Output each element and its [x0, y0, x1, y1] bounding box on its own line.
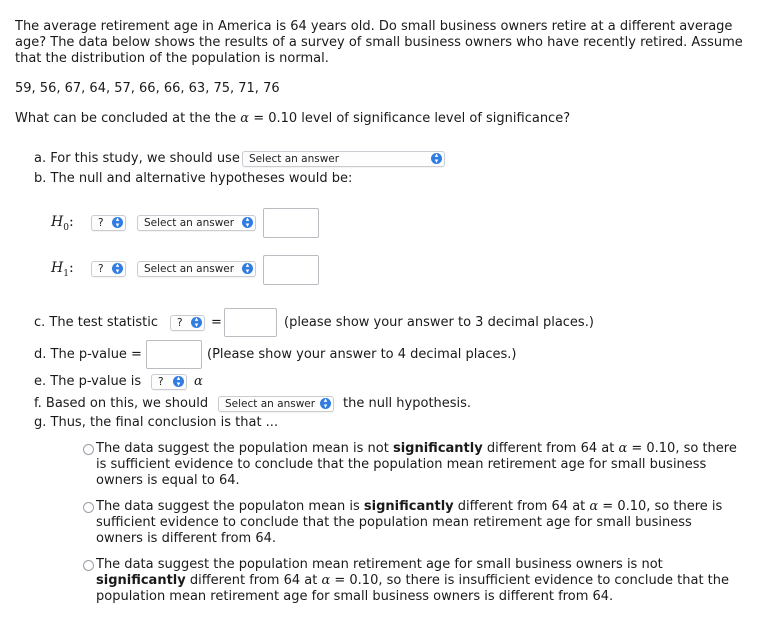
test-statistic-input[interactable]: [224, 308, 277, 337]
decision-select[interactable]: [218, 396, 334, 412]
h1-relation-value: Select an answer: [144, 263, 235, 275]
sample-data: 59, 56, 67, 64, 57, 66, 66, 63, 75, 71, 76: [15, 81, 280, 96]
decision-select-value: Select an answer: [225, 398, 316, 410]
h0-relation-value: Select an answer: [144, 217, 235, 229]
chevron-updown-icon: [242, 217, 253, 228]
h0-value-input[interactable]: [263, 208, 319, 238]
option-2-text-c: different from 64 at: [453, 499, 590, 514]
part-g-label: g. Thus, the final conclusion is that ...: [34, 415, 279, 430]
conclusion-option-2-radio[interactable]: [83, 502, 94, 513]
option-2-line-3: owners is different from 64.: [96, 531, 276, 546]
option-1-emphasis: significantly: [392, 441, 483, 456]
chevron-updown-icon: [112, 217, 123, 228]
chevron-updown-icon: [112, 263, 123, 274]
part-f-suffix: the null hypothesis.: [343, 396, 472, 411]
part-c-label: c. The test statistic: [34, 315, 158, 330]
p-value-comparison-select[interactable]: [151, 374, 187, 390]
h1-value-input[interactable]: [263, 255, 319, 285]
alpha-symbol: α: [240, 111, 250, 126]
question-prefix: What can be concluded at the the: [15, 111, 237, 126]
conclusion-option-2[interactable]: [96, 499, 746, 547]
h1-letter: H: [51, 260, 64, 276]
test-type-select[interactable]: [242, 151, 445, 167]
part-e-label: e. The p-value is: [34, 374, 142, 389]
alpha-symbol: α: [618, 441, 628, 456]
option-2-text-a: The data suggest the populaton mean is: [96, 499, 364, 514]
option-3-text-d: = 0.10, so there is insufficient evidence to conclude that the: [330, 573, 730, 588]
conclusion-option-3-radio[interactable]: [83, 560, 94, 571]
h1-subscript: 1: [63, 268, 69, 279]
part-c-note: (please show your answer to 3 decimal places.): [284, 315, 594, 330]
option-1-text-a: The data suggest the population mean is not: [96, 441, 393, 456]
option-3-line-1: The data suggest the population mean retirement age for small business owners is not: [96, 557, 663, 572]
test-type-select-value: Select an answer: [249, 153, 340, 165]
h0-parameter-select[interactable]: [91, 215, 126, 231]
p-value-comparison-value: ?: [158, 376, 164, 388]
question-suffix: = 0.10 level of significance level of significance?: [253, 111, 571, 126]
chevron-updown-icon: [173, 376, 184, 387]
part-d-label: d. The p-value =: [34, 347, 142, 362]
intro-line-2: age? The data below shows the results of a survey of small business owners who have recently retired. Assume: [15, 35, 743, 50]
test-statistic-type-value: ?: [177, 317, 183, 329]
chevron-updown-icon: [431, 153, 442, 164]
h0-colon: :: [68, 214, 74, 230]
option-2-line-2: sufficient evidence to conclude that the population mean retirement age for small business: [96, 515, 692, 530]
alpha-symbol: α: [589, 499, 599, 514]
option-3-line-3: population mean retirement age for small business owners is different from 64.: [96, 589, 614, 604]
h1-colon: :: [68, 260, 74, 276]
intro-line-3: that the distribution of the population is normal.: [15, 51, 329, 66]
option-2-text-d: = 0.10, so there is: [598, 499, 723, 514]
alpha-symbol: α: [321, 573, 331, 588]
alpha-symbol: α: [194, 374, 203, 389]
h1-parameter-value: ?: [98, 263, 104, 275]
option-1-line-2: is sufficient evidence to conclude that the population mean retirement age for small business: [96, 457, 707, 472]
conclusion-option-3[interactable]: [96, 557, 746, 605]
h0-letter: H: [51, 214, 64, 230]
problem-intro: [15, 19, 755, 67]
conclusion-option-1[interactable]: [96, 441, 746, 489]
significance-question: [15, 111, 570, 126]
option-1-text-c: different from 64 at: [482, 441, 619, 456]
h1-relation-select[interactable]: [137, 261, 256, 277]
h0-subscript: 0: [63, 222, 69, 233]
part-a-label: a. For this study, we should use: [34, 151, 240, 166]
part-b-label: b. The null and alternative hypotheses would be:: [34, 171, 353, 186]
conclusion-option-1-radio[interactable]: [83, 444, 94, 455]
option-3-text-c: different from 64 at: [185, 573, 322, 588]
part-f-label: f. Based on this, we should: [34, 396, 209, 411]
null-hypothesis-label: [51, 214, 74, 233]
chevron-updown-icon: [191, 317, 202, 328]
h0-relation-select[interactable]: [137, 215, 256, 231]
chevron-updown-icon: [320, 398, 331, 409]
alt-hypothesis-label: [51, 260, 74, 279]
intro-line-1: The average retirement age in America is 64 years old. Do small business owners retire at a different average: [15, 19, 733, 34]
option-1-line-3: owners is equal to 64.: [96, 473, 240, 488]
chevron-updown-icon: [242, 263, 253, 274]
equals-sign: =: [211, 315, 222, 330]
option-1-text-d: = 0.10, so there: [627, 441, 737, 456]
h1-parameter-select[interactable]: [91, 261, 126, 277]
test-statistic-type-select[interactable]: [170, 315, 205, 331]
part-d-note: (Please show your answer to 4 decimal places.): [207, 347, 517, 362]
h0-parameter-value: ?: [98, 217, 104, 229]
option-2-emphasis: significantly: [363, 499, 454, 514]
option-3-emphasis: significantly: [96, 573, 186, 588]
p-value-input[interactable]: [146, 340, 202, 369]
